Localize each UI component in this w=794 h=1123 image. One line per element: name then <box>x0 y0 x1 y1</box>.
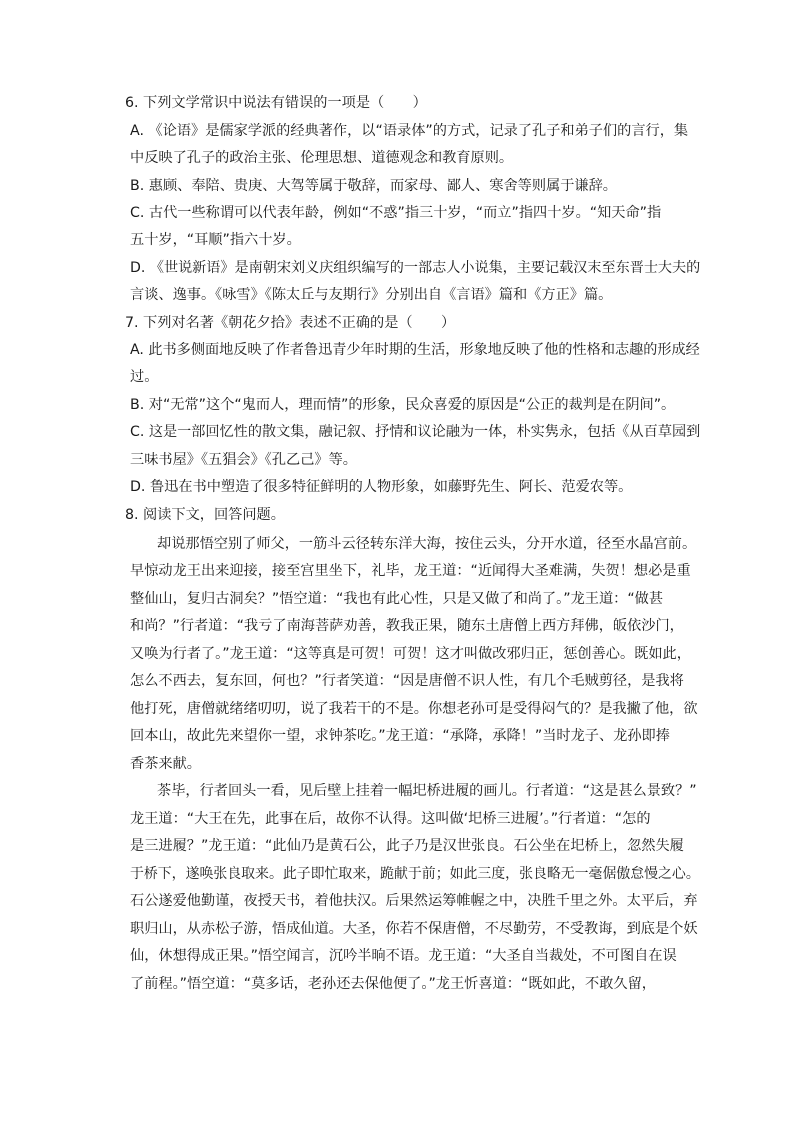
option-7a-line1: A. 此书多侧面地反映了作者鲁迅青少年时期的生活，形象地反映了他的性格和志趣的形成经 <box>130 342 700 358</box>
passage-p2-line2: 龙王道：“大王在先，此事在后，故你不认得。这叫做‘圯桥三进履’。”行者道：“怎的 <box>130 811 651 827</box>
passage-p2-line7: 仙，休想得成正果。”悟空闻言，沉吟半晌不语。龙王道：“大圣自当裁处，不可图自在误 <box>130 948 677 964</box>
passage-p1-line4: 和尚？”行者道：“我亏了南海菩萨劝善，教我正果，随东土唐僧上西方拜佛，皈依沙门， <box>130 618 684 634</box>
option-7d-line1: D. 鲁迅在书中塑造了很多特征鲜明的人物形象，如藤野先生、阿长、范爱农等。 <box>130 479 633 495</box>
passage-p1-line6: 怎么不西去，复东回，何也？”行者笑道：“因是唐僧不识人性，有几个毛贼剪径，是我将 <box>130 673 684 689</box>
passage-p1-line8: 回本山，故此先来望你一望，求钟茶吃。”龙王道：“承降，承降！”当时龙子、龙孙即捧 <box>130 728 670 744</box>
question-8-stem: 8. 阅读下文，回答问题。 <box>125 507 285 523</box>
question-6-stem: 6. 下列文学常识中说法有错误的一项是（ ） <box>125 95 427 111</box>
passage-p2-line3: 是三进履？”龙王道：“此仙乃是黄石公，此子乃是汉世张良。石公坐在圯桥上，忽然失履 <box>130 838 684 854</box>
passage-p1-line1: 却说那悟空别了师父，一筋斗云径转东洋大海，按住云头，分开水道，径至水晶宫前。 <box>157 536 697 552</box>
passage-p2-line8: 了前程。”悟空道：“莫多话，老孙还去保他便了。”龙王忻喜道：“既如此，不敢久留， <box>130 976 656 992</box>
option-6d-line2: 言谈、逸事。《咏雪》《陈太丘与友期行》分别出自《言语》篇和《方正》篇。 <box>130 287 613 303</box>
passage-p2-line6: 职归山，从赤松子游，悟成仙道。大圣，你若不保唐僧，不尽勤劳，不受教诲，到底是个妖 <box>130 921 698 937</box>
option-6b-line1: B. 惠顾、奉陪、贵庚、大驾等属于敬辞，而家母、鄙人、寒舍等则属于谦辞。 <box>130 178 617 194</box>
option-7c-line2: 三味书屋》《五猖会》《孔乙己》等。 <box>130 452 357 468</box>
option-6a-line1: A. 《论语》是儒家学派的经典著作，以“语录体”的方式，记录了孔子和弟子们的言行，集 <box>130 123 689 139</box>
passage-p2-line4: 于桥下，遂唤张良取来。此子即忙取来，跪献于前；如此三度，张良略无一毫倨傲怠慢之心。 <box>130 866 700 882</box>
option-6a-line2: 中反映了孔子的政治主张、伦理思想、道德观念和教育原则。 <box>130 150 514 166</box>
passage-p1-line9: 香茶来献。 <box>130 756 201 772</box>
option-6c-line1: C. 古代一些称谓可以代表年龄，例如“不惑”指三十岁，“而立”指四十岁。“知天命”指 <box>130 205 662 221</box>
question-7-stem: 7. 下列对名著《朝花夕拾》表述不正确的是（ ） <box>125 315 456 331</box>
passage-p1-line2: 早惊动龙王出来迎接，接至宫里坐下，礼毕，龙王道：“近闻得大圣难满，失贺！想必是重 <box>130 563 691 579</box>
option-7b-line1: B. 对“无常”这个“鬼而人，理而情”的形象，民众喜爱的原因是“公正的裁判是在阴间”。 <box>130 397 676 413</box>
passage-p1-line3: 整仙山，复归古洞矣？”悟空道：“我也有此心性，只是又做了和尚了。”龙王道：“做甚 <box>130 591 664 607</box>
passage-p2-line5: 石公遂爱他勤谨，夜授天书，着他扶汉。后果然运筹帷幄之中，决胜千里之外。太平后，弃 <box>130 893 698 909</box>
passage-p1-line7: 他打死，唐僧就绪绪叨叨，说了我若干的不是。你想老孙可是受得闷气的？是我撇了他，欲 <box>130 701 698 717</box>
option-7c-line1: C. 这是一部回忆性的散文集，融记叙、抒情和议论融为一体，朴实隽永，包括《从百草园到 <box>130 424 701 440</box>
option-6d-line1: D. 《世说新语》是南朝宋刘义庆组织编写的一部志人小说集，主要记载汉末至东晋士大夫的 <box>130 260 701 276</box>
option-7a-line2: 过。 <box>130 369 159 385</box>
passage-p2-line1: 茶毕，行者回头一看，见后壁上挂着一幅圯桥进履的画儿。行者道：“这是甚么景致？” <box>157 783 697 799</box>
option-6c-line2: 五十岁，“耳顺”指六十岁。 <box>130 232 301 248</box>
passage-p1-line5: 又唤为行者了。”龙王道：“这等真是可贺！可贺！这才叫做改邪归正，惩创善心。既如此， <box>130 646 691 662</box>
